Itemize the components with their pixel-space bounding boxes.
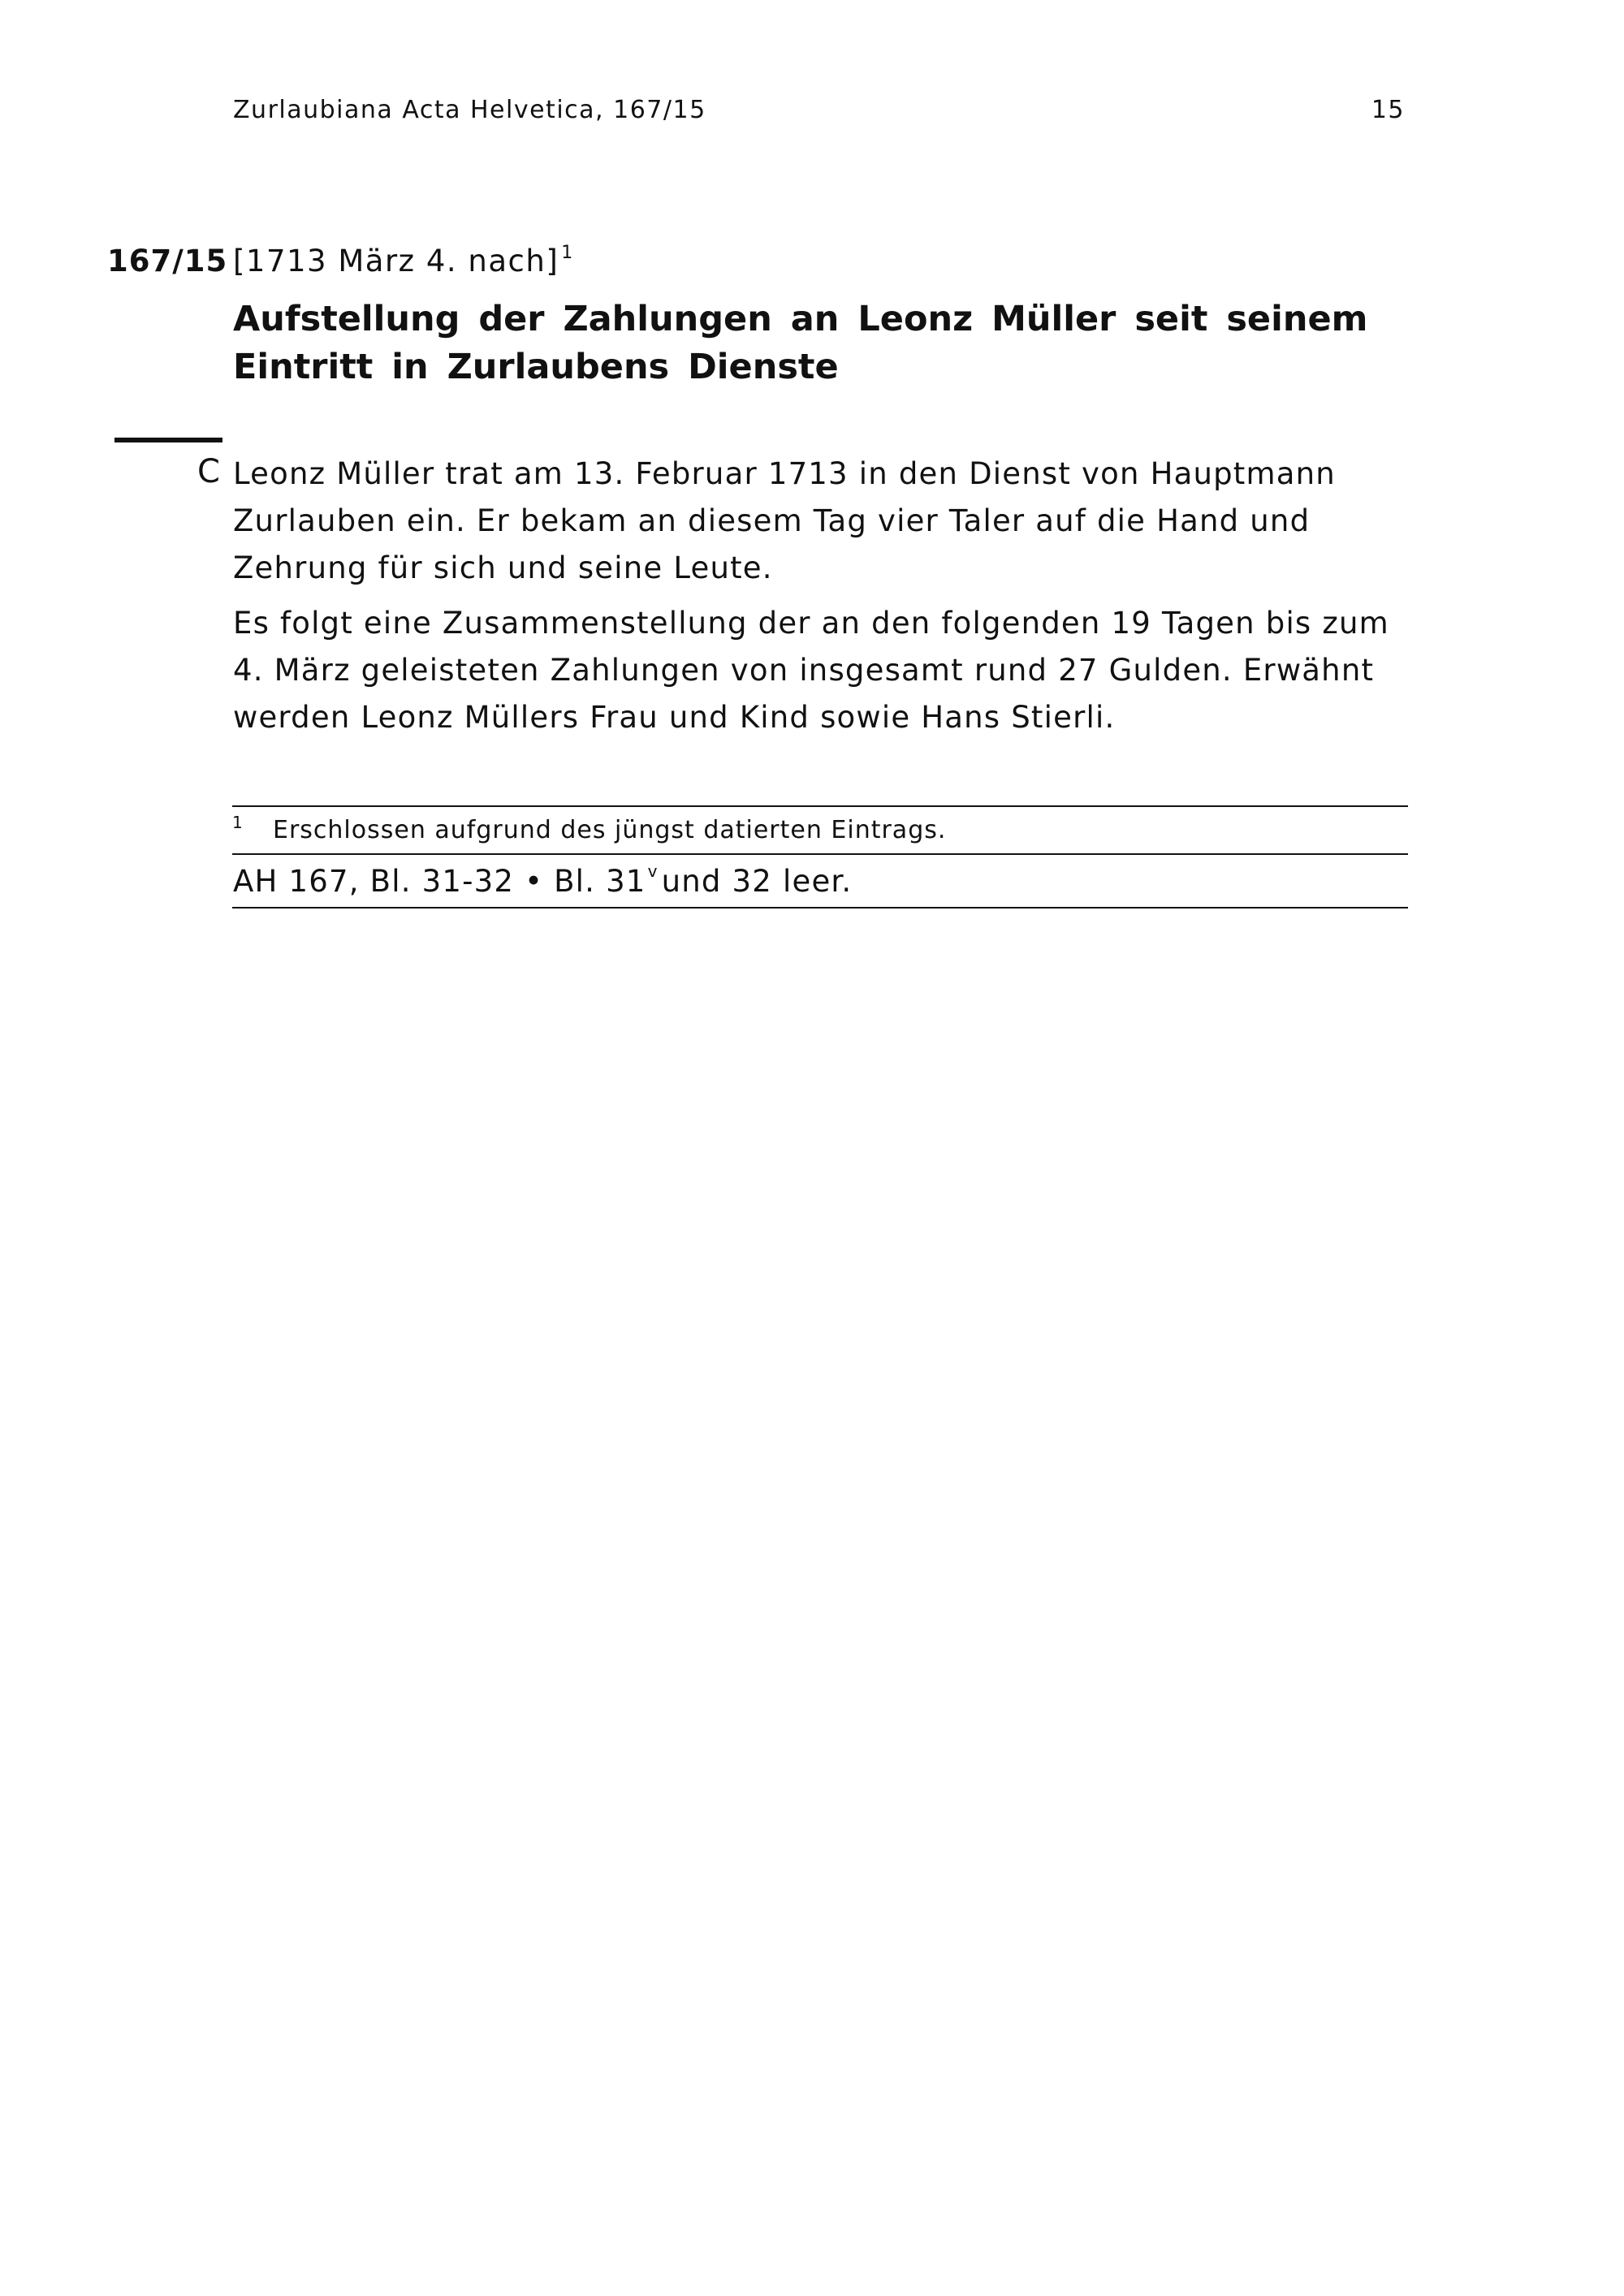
footnote-mark: 1 (232, 813, 244, 832)
running-head-title: Zurlaubiana Acta Helvetica, 167/15 (233, 96, 706, 124)
summary-paragraph: Leonz Müller trat am 13. Februar 1713 in den Dienst von Hauptmann Zurlauben ein. Er bekam an diesem Tag vier Taler auf die Hand und Zehrung für sich und seine Leute. (233, 456, 1336, 585)
summary-paragraph: Es folgt eine Zusammenstellung der an den folgenden 19 Tagen bis zum 4. März geleisteten Zahlungen von insgesamt rund 27 Gulden. Erwähnt werden Leonz Müllers Frau und Kind sowie Hans Stierli. (233, 606, 1389, 735)
entry-summary (233, 451, 1415, 741)
footnote (232, 813, 946, 844)
footnote-rule (232, 805, 1408, 807)
page-number: 15 (1371, 96, 1405, 124)
margin-marker: C (197, 453, 220, 490)
entry-title: Aufstellung der Zahlungen an Leonz Müller seit seinem Eintritt in Zurlaubens Dienste (233, 299, 1368, 387)
entry-number: 167/15 (107, 244, 228, 278)
source-rule-top (232, 853, 1408, 855)
footnote-text: Erschlossen aufgrund des jüngst datierten Eintrags. (273, 816, 947, 844)
source-text-end: und 32 leer. (661, 864, 853, 899)
source-rule-bottom (232, 907, 1408, 908)
footnote-reference: 1 (561, 243, 574, 263)
marginal-rule (114, 438, 222, 442)
entry-date (233, 244, 574, 278)
entry-date-text: [1713 März 4. nach] (233, 244, 559, 278)
verso-mark: v (647, 861, 659, 881)
source-text: AH 167, Bl. 31-32 • Bl. 31 (233, 864, 646, 899)
source-note (233, 861, 853, 899)
